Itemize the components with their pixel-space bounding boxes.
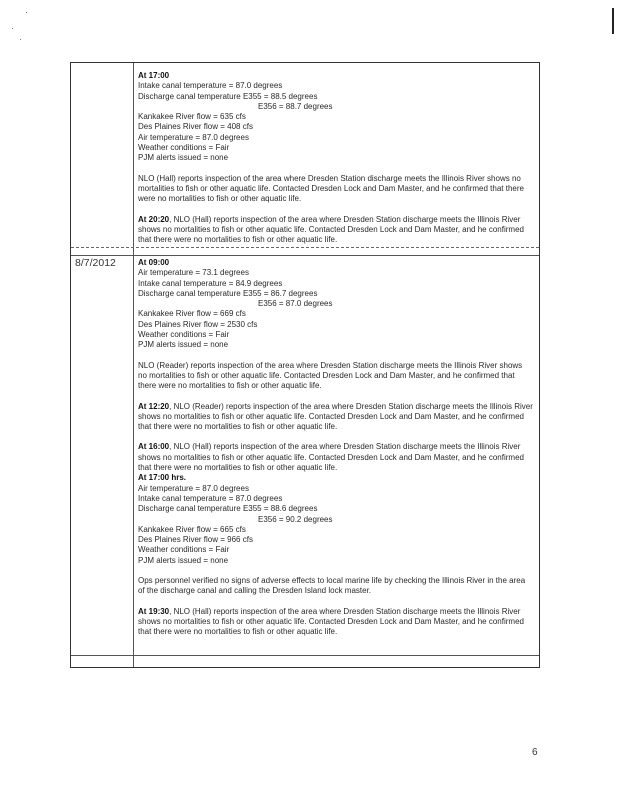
entry-text: NLO (Reader) reports inspection of the area where Dresden Station discharge meets the Illinois River shows no mortalities to fish or other aquatic life. Contacted Dresden Lock and Dam Master, and he confirmed that there were no mortalities to fish or other aquatic life. <box>138 360 523 391</box>
log-table <box>70 62 540 668</box>
reading-line: PJM alerts issued = none <box>138 153 229 163</box>
log-entry <box>138 576 533 597</box>
reading-line: E356 = 90.2 degrees <box>258 514 333 524</box>
reading-line: E356 = 88.7 degrees <box>258 101 333 111</box>
entry-text: , NLO (Reader) reports inspection of the area where Dresden Station discharge meets the Illinois River shows no mortalities to fish or other aquatic life. Contacted Dresden Lock and Dam Master, and he confirmed that there were no mortalities to fish or other aquatic life. <box>138 401 533 432</box>
reading-line: Intake canal temperature = 84.9 degrees <box>138 278 283 288</box>
entry-text: Ops personnel verified no signs of adverse effects to local marine life by checking the Illinois River in the area of the discharge canal and calling the Dresden Island lock master. <box>138 576 526 596</box>
row-entries <box>138 258 533 648</box>
reading-line: Kankakee River flow = 669 cfs <box>138 309 246 319</box>
entry-time: At 09:00 <box>138 258 170 267</box>
entry-time: At 19:30 <box>138 606 170 616</box>
entry-time: At 16:00 <box>138 442 170 452</box>
reading-line: Weather conditions = Fair <box>138 143 230 153</box>
row-date: 8/7/2012 <box>75 257 116 269</box>
entry-time: At 17:00 <box>138 71 170 80</box>
reading-line: Weather conditions = Fair <box>138 330 230 340</box>
log-row <box>71 63 539 255</box>
reading-line: Des Plaines River flow = 966 cfs <box>138 535 253 545</box>
row-entries <box>138 71 533 255</box>
reading-line: Des Plaines River flow = 2530 cfs <box>138 319 258 329</box>
entry-text: NLO (Hall) reports inspection of the area where Dresden Station discharge meets the Illinois River shows no mortalities to fish or other aquatic life. Contacted Dresden Lock and Dam Master, and he confirmed that there were no mortalities to fish or other aquatic life. <box>138 173 524 204</box>
reading-line: Discharge canal temperature E355 = 88.6 degrees <box>138 504 318 514</box>
reading-line: Weather conditions = Fair <box>138 545 230 555</box>
reading-line: Des Plaines River flow = 408 cfs <box>138 122 253 132</box>
log-entry <box>138 361 533 392</box>
entry-time: At 20:20 <box>138 214 170 224</box>
dashed-separator <box>71 247 539 248</box>
reading-line: Discharge canal temperature E355 = 88.5 degrees <box>138 91 318 101</box>
log-entry <box>138 402 533 433</box>
entry-sub-time: At 17:00 hrs. <box>138 473 187 483</box>
page-edge-mark <box>612 8 614 34</box>
reading-line: Kankakee River flow = 635 cfs <box>138 112 246 122</box>
reading-line: Air temperature = 87.0 degrees <box>138 132 249 142</box>
entry-text: , NLO (Hall) reports inspection of the area where Dresden Station discharge meets the Illinois River shows no mortalities to fish or other aquatic life. Contacted Dresden Lock and Dam Master, and he confirmed that there were no mortalities to fish or other aquatic life. <box>138 214 524 245</box>
reading-line: Air temperature = 87.0 degrees <box>138 483 249 493</box>
page-number: 6 <box>532 747 538 758</box>
log-row <box>71 255 539 655</box>
log-entry <box>138 258 533 351</box>
entry-time: At 12:20 <box>138 401 170 411</box>
reading-line: PJM alerts issued = none <box>138 340 229 350</box>
row-separator <box>71 655 539 656</box>
entry-text: , NLO (Hall) reports inspection of the area where Dresden Station discharge meets the Illinois River shows no mortalities to fish or other aquatic life. Contacted Dresden Lock and Dam Master, and he confirmed that there were no mortalities to fish or other aquatic life. <box>138 606 524 637</box>
log-entry <box>138 174 533 205</box>
log-entry <box>138 215 533 246</box>
log-entry <box>138 71 533 164</box>
reading-line: Discharge canal temperature E355 = 86.7 degrees <box>138 288 318 298</box>
reading-line: Air temperature = 73.1 degrees <box>138 268 249 278</box>
reading-line: E356 = 87.0 degrees <box>258 299 333 309</box>
scan-specks <box>8 8 32 48</box>
reading-line: Intake canal temperature = 87.0 degrees <box>138 493 283 503</box>
entry-text: , NLO (Hall) reports inspection of the area where Dresden Station discharge meets the Illinois River shows no mortalities to fish or other aquatic life. Contacted Dresden Lock and Dam Master, and he confirmed that there were no mortalities to fish or other aquatic life. <box>138 442 524 473</box>
log-entry <box>138 607 533 638</box>
log-entry <box>138 442 533 566</box>
reading-line: PJM alerts issued = none <box>138 555 229 565</box>
reading-line: Intake canal temperature = 87.0 degrees <box>138 81 283 91</box>
reading-line: Kankakee River flow = 665 cfs <box>138 524 246 534</box>
